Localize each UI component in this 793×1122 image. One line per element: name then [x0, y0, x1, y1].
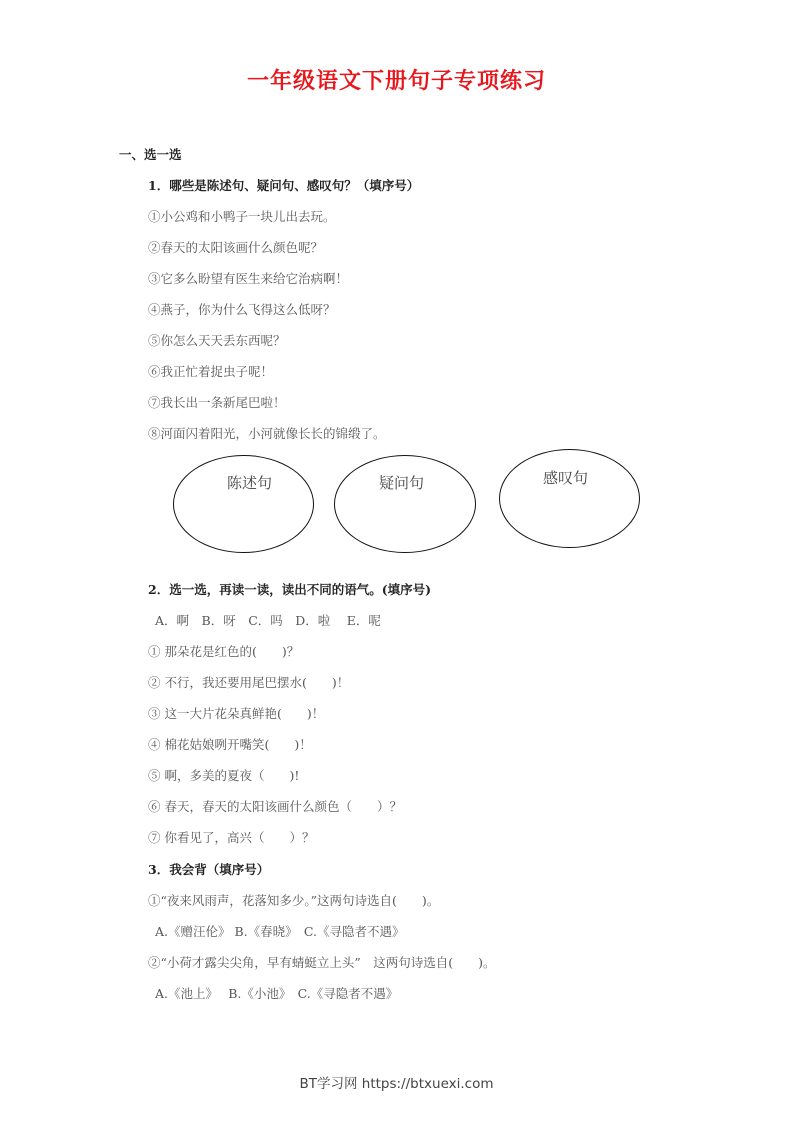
- fill-item-6: ⑥ 春天，春天的太阳该画什么颜色（ ）？: [148, 799, 402, 814]
- poem-options-1: A.《赠汪伦》 B.《春晓》 C.《寻隐者不遇》: [155, 924, 405, 939]
- ellipse-interrogative: [334, 455, 476, 553]
- sentence-3: ③它多么盼望有医生来给它治病啊！: [148, 271, 349, 286]
- ellipse-label-interrogative: 疑问句: [379, 474, 425, 492]
- fill-item-5: ⑤ 啊，多美的夏夜（ )!: [148, 768, 300, 783]
- ellipse-label-exclamatory: 感叹句: [543, 469, 589, 487]
- ellipse-label-declarative: 陈述句: [227, 474, 273, 492]
- ellipse-declarative: [173, 455, 314, 553]
- fill-item-4: ④ 棉花姑娘咧开嘴笑( )！: [148, 737, 312, 752]
- sentence-7: ⑦我长出一条新尾巴啦！: [148, 395, 286, 410]
- sentence-5: ⑤你怎么天天丢东西呢？: [148, 333, 286, 348]
- fill-item-7: ⑦ 你看见了，高兴（ ）？: [148, 830, 315, 845]
- question-3-heading: 3．我会背（填序号）: [148, 862, 270, 877]
- footer-watermark: BT学习网 https://btxuexi.com: [299, 1076, 494, 1092]
- fill-item-3: ③ 这一大片花朵真鲜艳( )！: [148, 706, 325, 721]
- sentence-2: ②春天的太阳该画什么颜色呢？: [148, 240, 324, 255]
- page-title: 一年级语文下册句子专项练习: [246, 68, 546, 94]
- fill-item-2: ② 不行，我还要用尾巴摆水( )！: [148, 675, 350, 690]
- sentence-1: ①小公鸡和小鸭子一块儿出去玩。: [148, 209, 336, 224]
- question-1-heading: 1．哪些是陈述句、疑问句、感叹句？（填序号）: [148, 178, 420, 193]
- question-2-heading: 2．选一选，再读一读，读出不同的语气。(填序号): [148, 582, 432, 597]
- sentence-8: ⑧河面闪着阳光，小河就像长长的锦缎了。: [148, 426, 386, 441]
- fill-item-1: ① 那朵花是红色的( )？: [148, 644, 300, 659]
- sentence-6: ⑥我正忙着捉虫子呢！: [148, 364, 274, 379]
- question-2-options: A．啊 B．呀 C．吗 D．啦 E．呢: [155, 613, 381, 628]
- poem-question-1: ①“夜来风雨声，花落知多少。”这两句诗选自( )。: [148, 893, 440, 908]
- sentence-4: ④燕子，你为什么飞得这么低呀？: [148, 302, 336, 317]
- ellipse-exclamatory: [499, 449, 640, 548]
- section-heading: 一、选一选: [119, 147, 182, 162]
- poem-question-2: ②“小荷才露尖尖角，早有蜻蜓立上头” 这两句诗选自( )。: [148, 955, 496, 970]
- poem-options-2: A.《池上》 B.《小池》 C.《寻隐者不遇》: [155, 986, 399, 1001]
